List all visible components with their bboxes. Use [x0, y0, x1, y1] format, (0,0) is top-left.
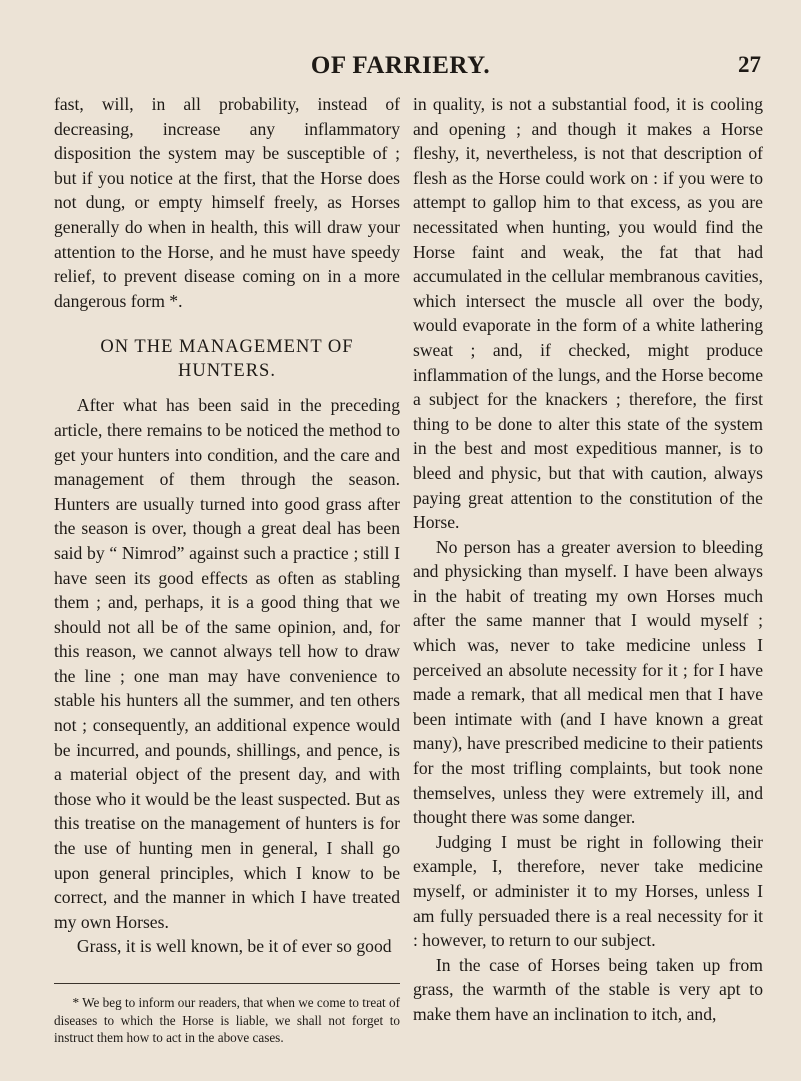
right-continued-paragraph: in quality, is not a substantial food, it is cooling and opening ; and though it makes a Horse fleshy, it, nevertheless, is not that description of flesh as the Horse could work on : if you were to attempt to gallop him to that excess, as you are necessitated when hunting, you would find the Horse faint and weak, the fat that had accumulated in the cellular membranous cavities, which intersect the muscle all over the body, would evaporate in the form of a white lathering sweat ; and, if checked, might produce inflammation of the lungs, and the Horse become a subject for the knackers ; therefore, the first thing to be done to alter this state of the system in the best and most expeditious manner, is to bleed and physic, but that with caution, always paying great attention to the constitution of the Horse. [413, 94, 763, 533]
taken-up-paragraph: In the case of Horses being taken up from grass, the warmth of the stable is very apt to make them have an inclination to itch, and, [413, 954, 763, 1024]
right-column [413, 92, 763, 1027]
left-column [54, 92, 400, 1047]
left-continued-paragraph: fast, will, in all probability, instead of decreasing, increase any inflammatory disposition the system may be susceptible of ; but if you notice at the first, that the Horse does not dung, or empty himself freely, as Horses generally do when in health, this will draw your attention to the Horse, and he must have speedy relief, to prevent disease coming on in a more dangerous form *. [54, 94, 400, 311]
section-heading-line-1: ON THE MANAGEMENT OF [100, 337, 354, 358]
running-title: OF FARRIERY. [310, 52, 491, 79]
section-heading-line-2: HUNTERS. [178, 361, 276, 382]
footnote-divider [54, 983, 400, 984]
judging-paragraph: Judging I must be right in following their example, I, therefore, never take medicine myself, or administer it to my Horses, unless I am fully persuaded there is a real necessity for it : however, to return to our subject. [413, 831, 763, 951]
running-header [0, 52, 801, 82]
hunters-intro-paragraph: After what has been said in the preceding article, there remains to be noticed the method to get your hunters into condition, and the care and management of them through the season. Hunters are usually turned into good grass after the season is over, though a great deal has been said by “ Nimrod” against such a practice ; still I have seen its good effects as often as stabling them ; and, perhaps, it is a good thing that we should not all be of the same opinion, and, for this reason, we cannot always tell how to draw the line ; one man may have convenience to stable his hunters all the summer, and ten others not ; consequently, an additional expence would be incurred, and pounds, shillings, and pence, is a material object of the present day, and with those who it would be the least suspected. But as this treatise on the management of hunters is for the use of hunting men in general, I shall go upon general principles, which I know to be correct, and the manner in which I have treated my own Horses. [54, 395, 400, 932]
grass-paragraph: Grass, it is well known, be it of ever so good [76, 936, 392, 957]
page-number: 27 [738, 52, 761, 77]
footnote: * We beg to inform our readers, that when we come to treat of diseases to which the Horse is liable, we shall not forget to instruct them how to act in the above cases. [54, 995, 401, 1045]
aversion-paragraph: No person has a greater aversion to bleeding and physicking than myself. I have been always in the habit of treating my own Horses much after the same manner that I would myself ; which was, never to take medicine unless I perceived an absolute necessity for it ; for I have made a remark, that all medical men that I have been intimate with (and I have known a great many), have prescribed medicine to their patients for the most trifling complaints, but took none themselves, unless they were extremely ill, and thought there was some danger. [413, 536, 763, 828]
section-heading [54, 335, 400, 383]
